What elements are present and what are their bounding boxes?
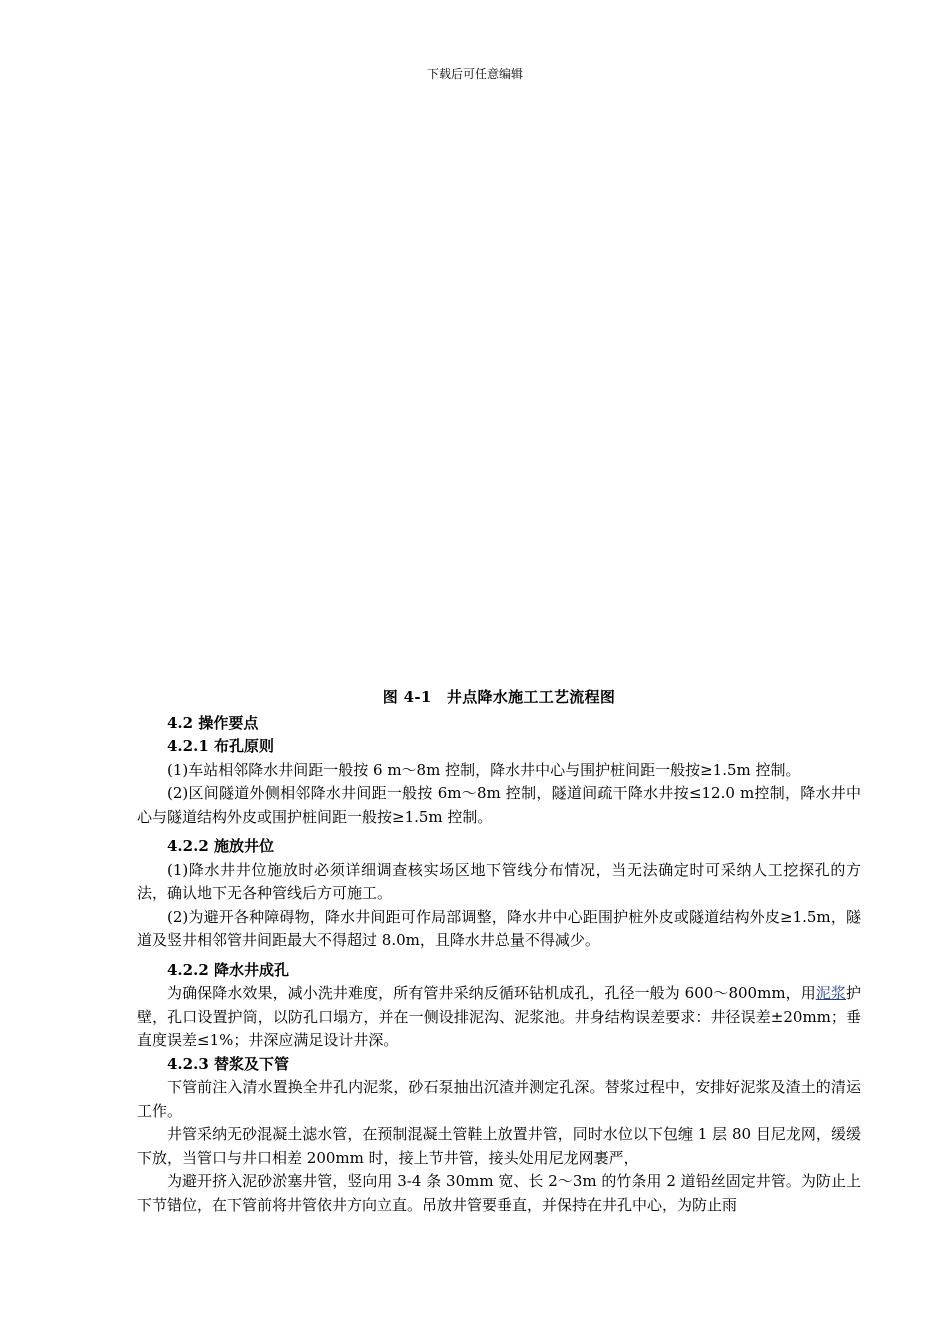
paragraph: (1)降水井井位施放时必须详细调查核实场区地下管线分布情况，当无法确定时可采纳人工挖探孔的方法，确认地下无各种管线后方可施工。 — [137, 860, 861, 902]
paragraph: (1)车站相邻降水井间距一般按 6 m～8m 控制，降水井中心与围护桩间距一般按≥1.5m 控制。 — [167, 760, 801, 779]
section-heading-4-2: 4.2 操作要点 — [167, 713, 259, 732]
section-heading-4-2-2-drilling: 4.2.2 降水井成孔 — [167, 960, 289, 979]
section-heading-4-2-3: 4.2.3 替浆及下管 — [167, 1054, 289, 1073]
page-header: 下载后可任意编辑 — [426, 67, 523, 81]
paragraph-text: 护壁，孔口设置护筒，以防孔口塌方，并在一侧设排泥沟、泥浆池。井身结构误差要求：井径误差±20mm；垂直度误差≤1%；井深应满足设计井深。 — [137, 984, 861, 1049]
section-heading-4-2-1: 4.2.1 布孔原则 — [167, 737, 274, 755]
paragraph-text: 为确保降水效果，减小洗井难度，所有管井采纳反循环钻机成孔，孔径一般为 600～800mm，用 — [167, 984, 816, 1002]
figure-caption: 图 4-1 井点降水施工工艺流程图 — [382, 688, 616, 706]
paragraph: 下管前注入清水置换全井孔内泥浆，砂石泵抽出沉渣并测定孔深。替浆过程中，安排好泥浆及渣土的清运工作。 — [137, 1078, 861, 1120]
paragraph: 井管采纳无砂混凝土滤水管，在预制混凝土管鞋上放置井管，同时水位以下包缠 1 层 80 目尼龙网，缓缓下放，当管口与井口相差 200mm 时，接上节井管，接头处用尼龙网裹严， — [137, 1125, 861, 1167]
paragraph: 为避开挤入泥砂淤塞井管，竖向用 3-4 条 30mm 宽、长 2～3m 的竹条用 2 道铅丝固定井管。为防止上下节错位，在下管前将井管依井方向立直。吊放井管要垂直，并保持在井孔中心，为防止雨 — [137, 1172, 861, 1214]
paragraph: (2)区间隧道外侧相邻降水井间距一般按 6m～8m 控制，隧道间疏干降水井按≤12.0 m控制，降水井中心与隧道结构外皮或围护桩间距一般按≥1.5m 控制。 — [137, 784, 861, 826]
paragraph — [137, 982, 861, 1053]
mud-link[interactable]: 泥浆 — [815, 984, 846, 1002]
document-body — [137, 686, 861, 1217]
section-heading-4-2-2-well-position: 4.2.2 施放井位 — [167, 837, 274, 855]
paragraph: (2)为避开各种障碍物，降水井间距可作局部调整，降水井中心距围护桩外皮或隧道结构外皮≥1.5m，隧道及竖井相邻管井间距最大不得超过 8.0m，且降水井总量不得减少。 — [137, 907, 861, 949]
